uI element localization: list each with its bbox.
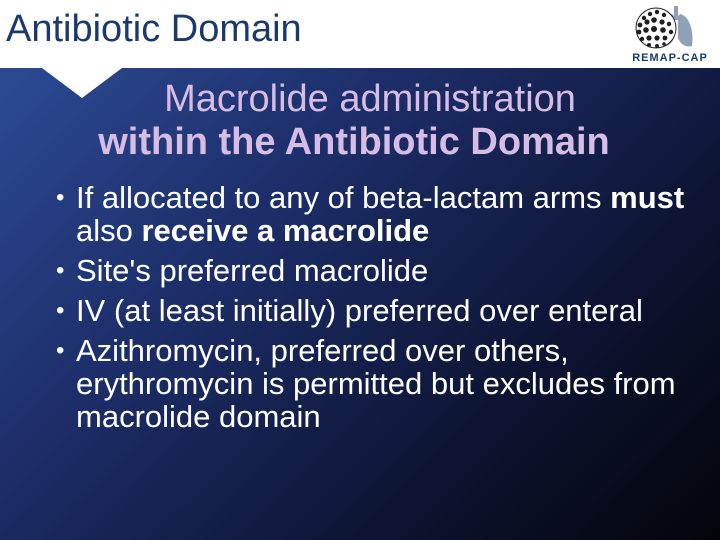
slide-title-line1: Macrolide administration [164, 78, 576, 120]
bullet-text: Site's preferred macrolide [76, 253, 429, 288]
globe-lungs-icon [622, 2, 718, 54]
bullet-item [56, 254, 696, 287]
page-title: Antibiotic Domain [6, 8, 302, 50]
header-bar [0, 0, 720, 68]
bullet-item [56, 181, 696, 247]
logo-text: REMAP-CAP [632, 52, 708, 64]
remap-cap-logo [622, 2, 718, 66]
bullet-text: IV (at least initially) preferred over enteral [76, 293, 643, 328]
bullet-text: also [76, 213, 142, 248]
bullet-emphasis: must [610, 180, 685, 215]
slide-title [0, 78, 720, 163]
bullet-item [56, 334, 696, 433]
bullet-emphasis: receive a macrolide [141, 213, 430, 248]
bullet-item [56, 294, 696, 327]
bullet-text: If allocated to any of beta-lactam arms [76, 180, 611, 215]
bullet-list [56, 181, 696, 440]
slide-title-line2: within the Antibiotic Domain [98, 120, 610, 163]
bullet-text: Azithromycin, preferred over others, erythromycin is permitted but excludes from macrolide domain [76, 333, 676, 434]
